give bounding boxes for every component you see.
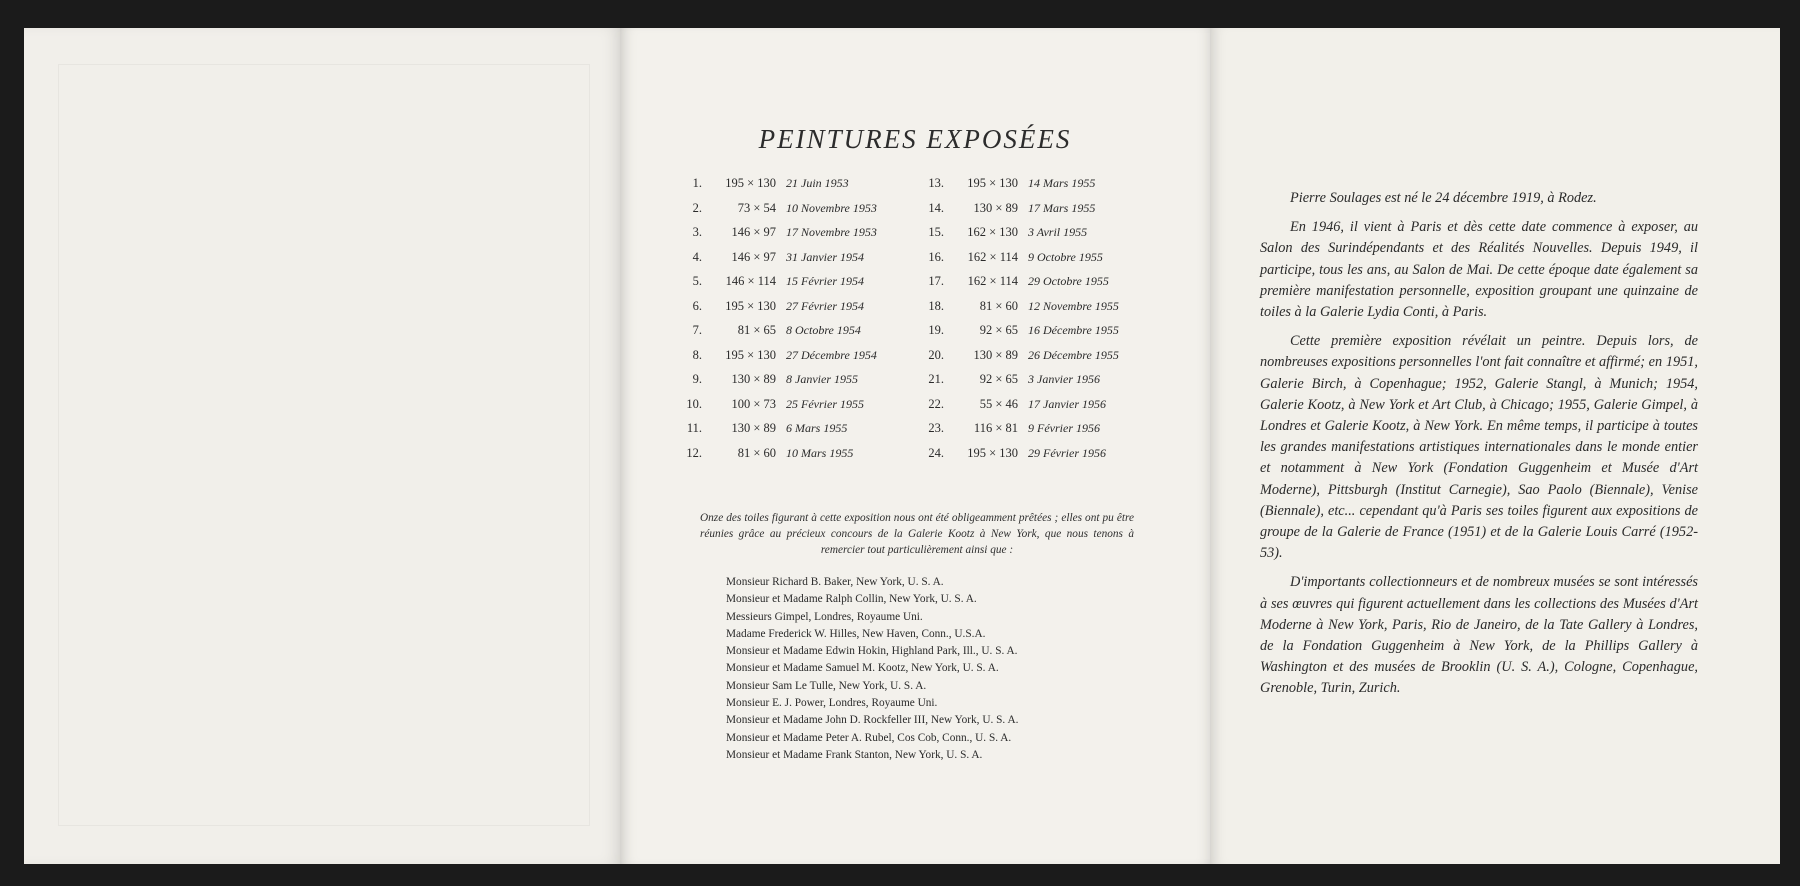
- paintings-list-left: [672, 176, 877, 470]
- painting-row: 19. 92 × 65 16 Décembre 1955: [928, 323, 1119, 337]
- left-blank-panel: [24, 28, 620, 864]
- painting-row: 4. 146 × 97 31 Janvier 1954: [692, 249, 864, 264]
- painting-row: 3. 146 × 97 17 Novembre 1953: [692, 225, 877, 239]
- painting-row: 14. 130 × 89 17 Mars 1955: [928, 200, 1096, 215]
- right-panel: [1210, 28, 1780, 864]
- painting-row: 12. 81 × 60 10 Mars 1955: [686, 445, 854, 460]
- page-title: PEINTURES EXPOSÉES: [758, 124, 1072, 155]
- acknowledgement-text: Onze des toiles figurant à cette exposition nous ont été obligeamment prêtées ; elles ont pu être réunies grâce au précieux concours de la Galerie Kootz à New York, que nous tenons à remercier tout particulièrement ainsi que :: [700, 512, 1134, 556]
- painting-row: 23. 116 × 81 9 Février 1956: [928, 421, 1100, 435]
- lender-item: Monsieur E. J. Power, Londres, Royaume Uni.: [726, 697, 938, 710]
- lenders-list: [726, 574, 1018, 764]
- lender-item: Monsieur et Madame Ralph Collin, New York, U. S. A.: [726, 593, 977, 606]
- painting-row: 9. 130 × 89 8 Janvier 1955: [692, 372, 858, 386]
- painting-row: 10. 100 × 73 25 Février 1955: [686, 396, 864, 411]
- painting-row: 18. 81 × 60 12 Novembre 1955: [928, 298, 1119, 313]
- painting-row: 24. 195 × 130 29 Février 1956: [928, 445, 1106, 460]
- biography: [1260, 188, 1698, 708]
- embossed-frame: [58, 64, 590, 826]
- bio-paragraph: Cette première exposition révélait un peintre. Depuis lors, de nombreuses expositions personnelles l'ont fait connaître et affirmé; en 1951, Galerie Birch, à Copenhague; 1952, Galerie Stangl, à Munich; 1954, Galerie Kootz, à New York et Art Club, à Chicago; 1955, Galerie Gimpel, à Londres et Galerie Kootz, à New York. En même temps, il participe à toutes les grandes manifestations artistiques internationales dans le monde entier et notamment à New York (Fondation Guggenheim et Musée d'Art Moderne), Pittsburgh (Institut Carnegie), Sao Paolo (Biennale), Venise (Biennale), etc... cependant qu'à Paris ses toiles figurent aux expositions de groupe de la Galerie de France (1951) et de la Galerie Louis Carré (1952-53).: [1260, 333, 1698, 562]
- painting-row: 17. 162 × 114 29 Octobre 1955: [928, 274, 1109, 288]
- lender-item: Monsieur Sam Le Tulle, New York, U. S. A.: [726, 679, 927, 692]
- lender-item: Monsieur et Madame Edwin Hokin, Highland Park, Ill., U. S. A.: [726, 645, 1018, 658]
- lender-item: Monsieur et Madame Samuel M. Kootz, New York, U. S. A.: [726, 662, 999, 675]
- painting-row: 21. 92 × 65 3 Janvier 1956: [928, 372, 1100, 386]
- center-panel: [620, 28, 1210, 864]
- paintings-list-right: [914, 176, 1119, 470]
- painting-row: 13. 195 × 130 14 Mars 1955: [928, 176, 1096, 190]
- lender-item: Messieurs Gimpel, Londres, Royaume Uni.: [726, 610, 923, 623]
- painting-row: 5. 146 × 114 15 Février 1954: [692, 274, 864, 288]
- lender-item: Monsieur Richard B. Baker, New York, U. S. A.: [726, 576, 944, 588]
- painting-row: 15. 162 × 130 3 Avril 1955: [928, 225, 1088, 239]
- painting-row: 2. 73 × 54 10 Novembre 1953: [692, 200, 877, 215]
- lender-item: Monsieur et Madame Frank Stanton, New York, U. S. A.: [726, 748, 983, 761]
- lender-item: Monsieur et Madame John D. Rockfeller III, New York, U. S. A.: [726, 714, 1019, 727]
- lender-item: Madame Frederick W. Hilles, New Haven, Conn., U.S.A.: [726, 627, 986, 640]
- bio-paragraph: En 1946, il vient à Paris et dès cette date commence à exposer, au Salon des Surindépendants et des Réalités Nouvelles. Depuis 1949, il participe, tous les ans, au Salon de Mai. De cette époque date également sa première manifestation personnelle, exposition groupant une quinzaine de toiles à la Galerie Lydia Conti, à Paris.: [1260, 219, 1698, 321]
- painting-row: 22. 55 × 46 17 Janvier 1956: [928, 396, 1106, 411]
- painting-row: 6. 195 × 130 27 Février 1954: [692, 298, 864, 313]
- painting-row: 11. 130 × 89 6 Mars 1955: [686, 421, 848, 435]
- bio-paragraph: Pierre Soulages est né le 24 décembre 1919, à Rodez.: [1290, 190, 1597, 206]
- painting-row: 7. 81 × 65 8 Octobre 1954: [692, 323, 861, 337]
- painting-row: 20. 130 × 89 26 Décembre 1955: [928, 347, 1119, 362]
- painting-row: 1. 195 × 130 21 Juin 1953: [692, 176, 849, 190]
- painting-row: 16. 162 × 114 9 Octobre 1955: [928, 249, 1103, 264]
- painting-row: 8. 195 × 130 27 Décembre 1954: [692, 347, 877, 362]
- bio-paragraph: D'importants collectionneurs et de nombreux musées se sont intéressés à ses œuvres qui figurent actuellement dans les collections des Musées d'Art Moderne à New York, Paris, Rio de Janeiro, de la Tate Gallery à Londres, de la Fondation Guggenheim à New York, de la Phillips Gallery à Washington et des musées de Brooklin (U. S. A.), Cologne, Copenhague, Grenoble, Turin, Zurich.: [1260, 574, 1698, 697]
- lender-item: Monsieur et Madame Peter A. Rubel, Cos Cob, Conn., U. S. A.: [726, 731, 1012, 744]
